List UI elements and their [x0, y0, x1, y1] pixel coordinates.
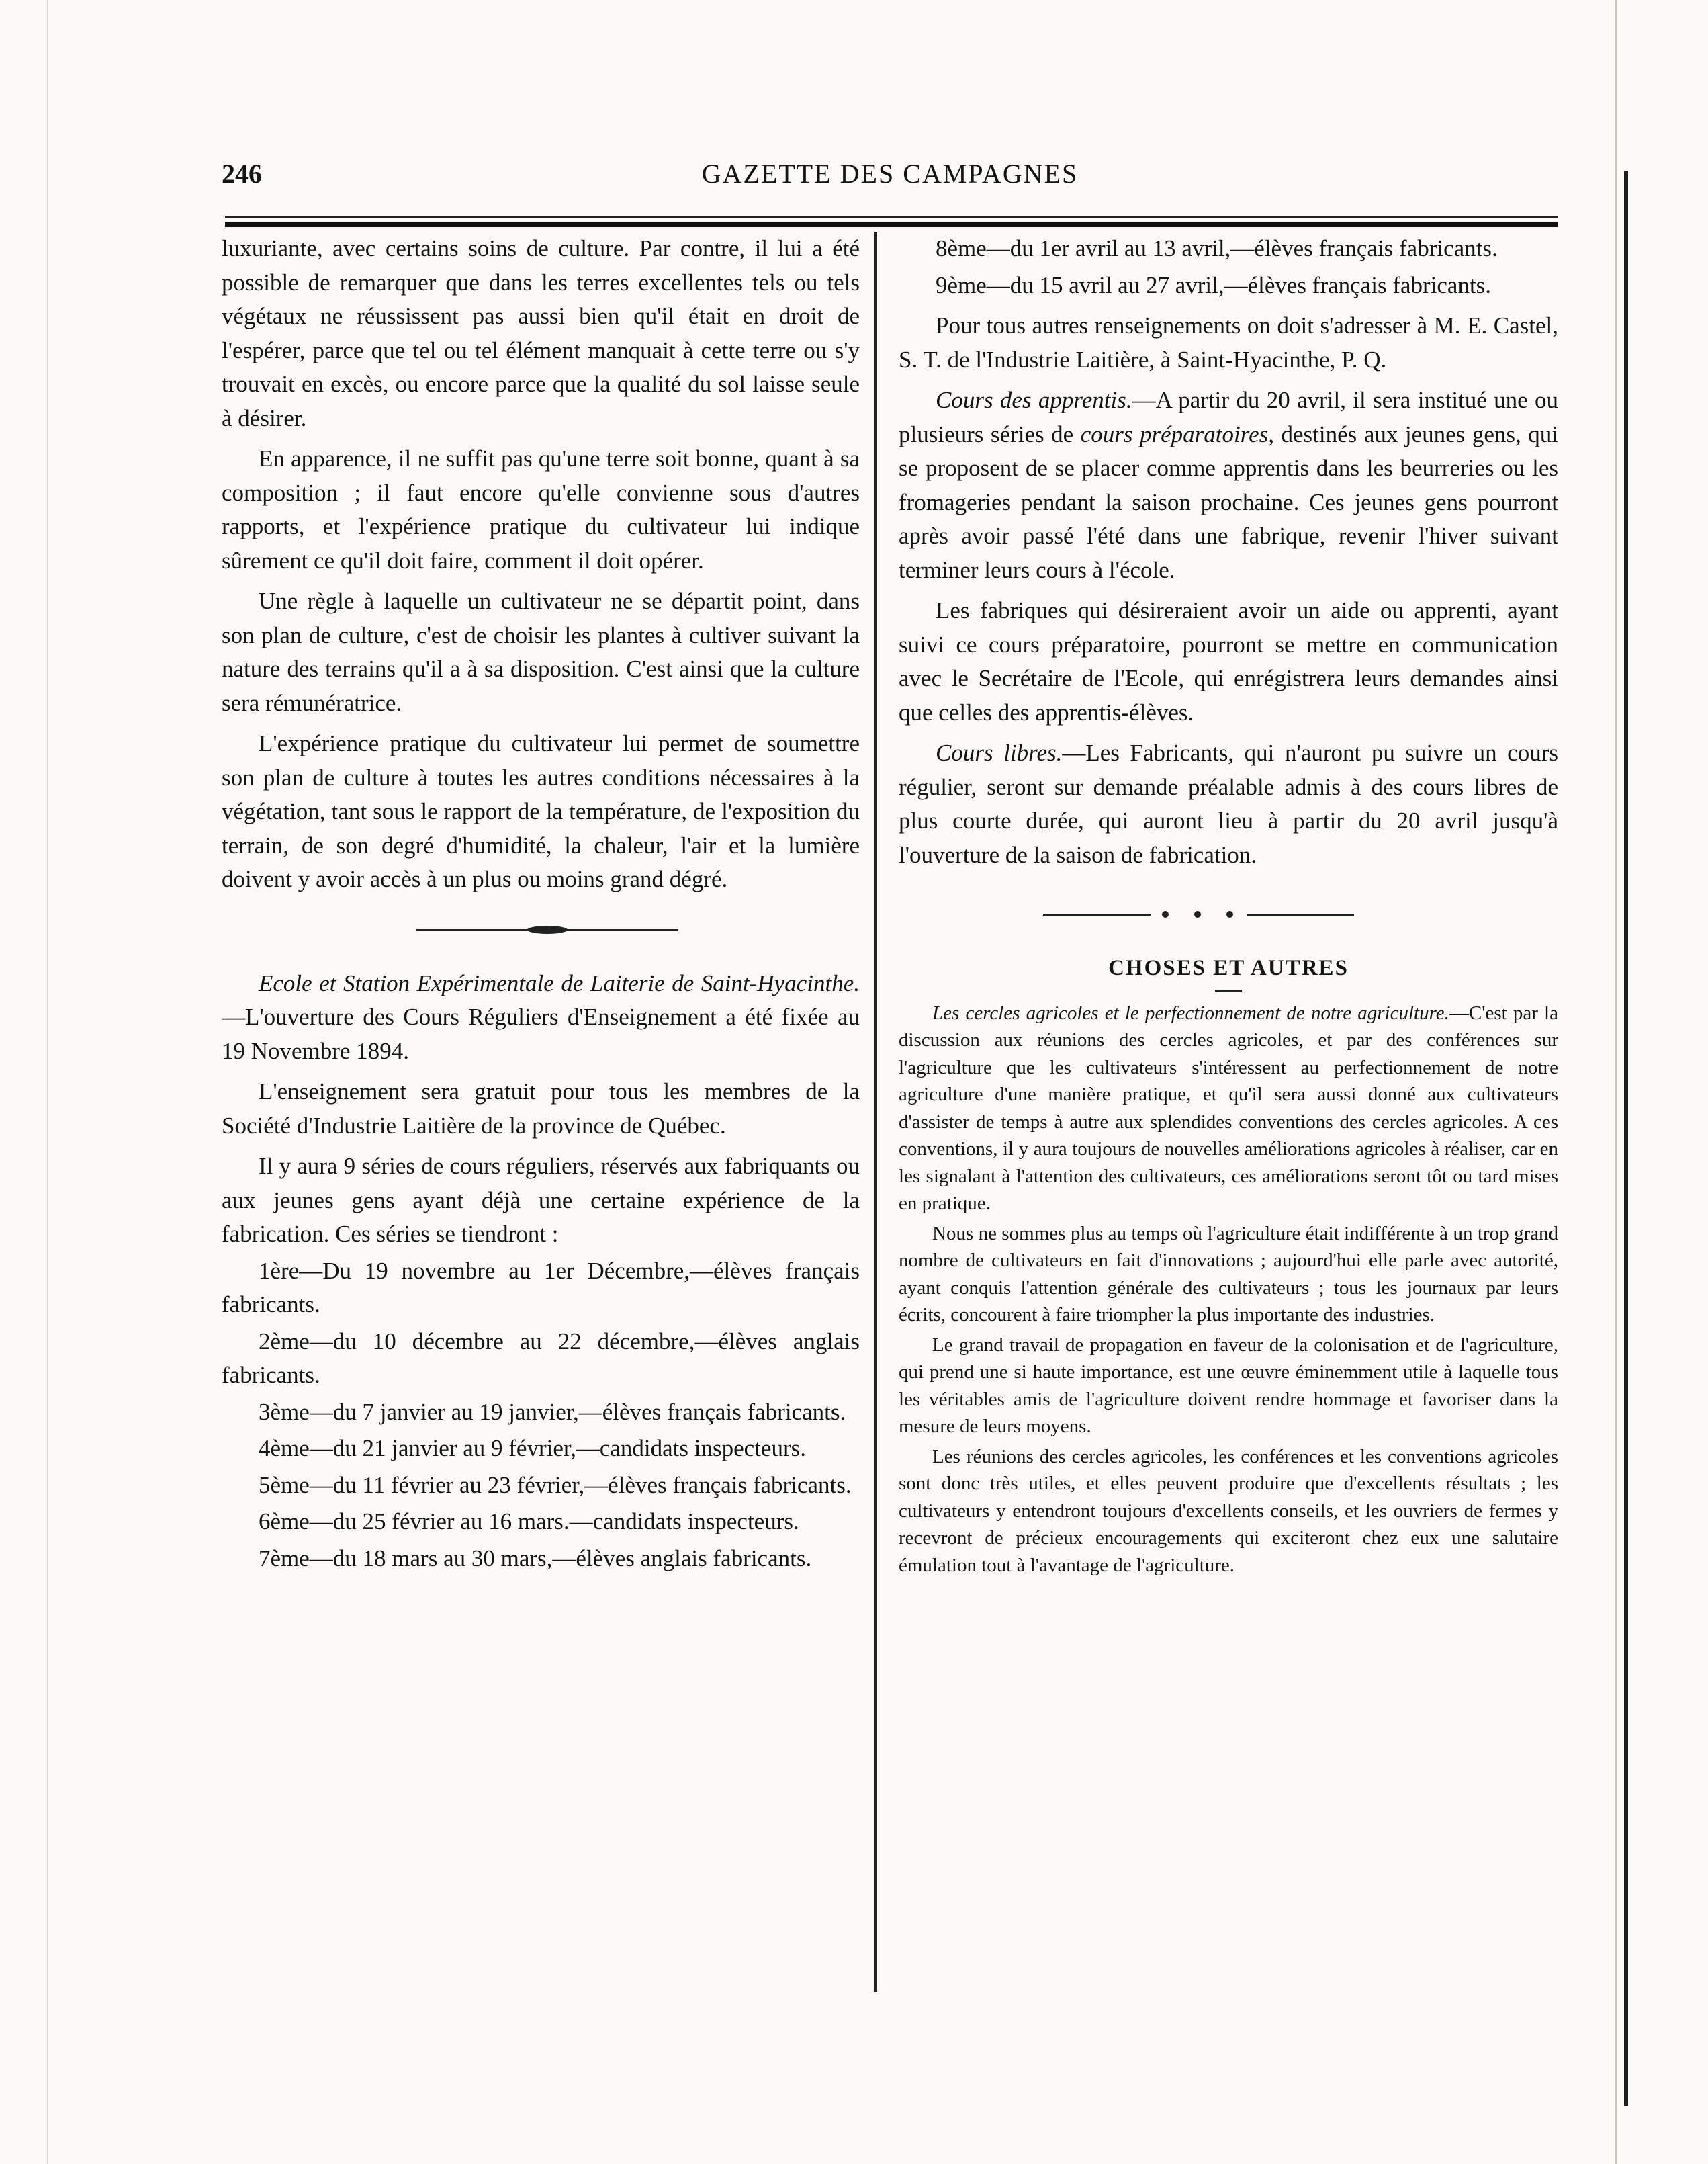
paragraph: L'expérience pratique du cultivateur lui permet de soumettre son plan de culture à toutes les autres conditions nécessaires à la végétation, tant sous le rapport de la température, de l'exposition du terrain, de son degré d'humidité, la chaleur, l'air et la lumière doivent y avoir accès à un plus ou moins grand dégré. — [222, 730, 860, 892]
libres-text: —Les Fabricants, qui n'auront pu suivre un cours régulier, seront sur demande préalable admis à des cours libres de plus courte durée, qui auront lieu à partir du 20 avril jusqu'à l'ouverture de la saison de fabrication. — [899, 740, 1558, 868]
paragraph: Une règle à laquelle un cultivateur ne se départit point, dans son plan de culture, c'est de choisir les plantes à cultiver suivant la nature des terrains qu'il a à sa disposition. C'est ainsi que la culture sera rémunératrice. — [222, 588, 860, 716]
cercles-text: —C'est par la discussion aux réunions des cercles agricoles, et par des conférences sur l'agriculture que les cultivateurs s'intéressent au perfectionnement de notre agriculture d'une manière pratique, et qu'il sera aussi donné aux cultivateurs d'assister de temps à autre aux splendides conventions des cercles agricoles. A ces conventions, il y aura toujours de nouvelles améliorations agricoles à réaliser, car en les signalant à l'attention des cultivateurs, ces améliorations seront tôt ou tard mises en pratique. — [899, 1002, 1558, 1214]
libres-title: Cours libres. — [936, 740, 1063, 766]
paragraph: Nous ne sommes plus au temps où l'agriculture était indifférente à un trop grand nombre de cultivateurs en fait d'innovations ; aujourd'hui elle parle avec autorité, ayant conquis l'attention générale des cultivateurs ; tous les journaux par leurs écrits, concourent à faire triompher la plus importante des industries. — [899, 1222, 1558, 1326]
column-divider — [874, 232, 877, 1992]
paragraph: Les réunions des cercles agricoles, les conférences et les conventions agricoles sont donc très utiles, et elles peuvent produire que d'excellents résultats ; les cultivateurs y entendront toujours d'excellents conseils, et les ouvriers de fermes y recevront de précieux encouragements qui exciteront chez eux une salutaire émulation tout à l'avantage de l'agriculture. — [899, 1445, 1558, 1576]
cercles-title: Les cercles agricoles et le perfectionnement de notre agriculture. — [932, 1002, 1449, 1024]
series-item: 8ème—du 1er avril au 13 avril,—élèves français fabricants. — [936, 235, 1498, 261]
page-edge-left — [47, 0, 48, 2164]
paragraph: Le grand travail de propagation en faveur de la colonisation et de l'agriculture, qui prend une si haute importance, est une œuvre éminemment utile à laquelle tous les véritables amis de l'agriculture doivent rendre hommage et favoriser dans la mesure de leurs moyens. — [899, 1334, 1558, 1437]
series-item: 2ème—du 10 décembre au 22 décembre,—élèves anglais fabricants. — [222, 1328, 860, 1388]
ecole-title: Ecole et Station Expérimentale de Laiterie de Saint-Hyacinthe. — [259, 969, 860, 996]
apprentis-paragraph — [899, 384, 1558, 587]
left-column — [222, 232, 860, 1575]
page-header — [222, 144, 1558, 191]
apprentis-title: Cours des apprentis. — [936, 387, 1132, 413]
libres-paragraph — [899, 736, 1558, 872]
header-rule-thick — [225, 222, 1558, 227]
section-separator — [899, 899, 1558, 931]
ecole-paragraph — [222, 967, 860, 1069]
title-underline — [1215, 990, 1242, 992]
page-number: 246 — [222, 159, 262, 189]
series-item: 7ème—du 18 mars au 30 mars,—élèves anglais fabricants. — [259, 1545, 812, 1571]
apprentis-text: —A partir du 20 avril, il sera institué une ou plusieurs séries de — [899, 387, 1559, 447]
paragraph: Pour tous autres renseignements on doit s'adresser à M. E. Castel, S. T. de l'Industrie Laitière, à Saint-Hyacinthe, P. Q. — [899, 312, 1558, 373]
paragraph: Les fabriques qui désireraient avoir un aide ou apprenti, ayant suivi ce cours préparatoire, pourront se mettre en communication avec le Secrétaire de l'Ecole, qui enrégistrera leurs demandes ainsi que celles des apprentis-élèves. — [899, 597, 1558, 726]
section-title: CHOSES ET AUTRES — [1108, 956, 1349, 980]
apprentis-italic: cours préparatoires, — [1080, 421, 1274, 447]
binding-rule — [1624, 171, 1628, 2106]
paragraph: L'enseignement sera gratuit pour tous les membres de la Société d'Industrie Laitière de la province de Québec. — [222, 1078, 860, 1139]
header-rule-thin — [225, 216, 1558, 218]
ecole-text: —L'ouverture des Cours Réguliers d'Enseignement a été fixée au 19 Novembre 1894. — [222, 1004, 860, 1064]
section-separator — [222, 914, 860, 947]
journal-title: GAZETTE DES CAMPAGNES — [701, 159, 1079, 189]
paragraph: Il y aura 9 séries de cours réguliers, réservés aux fabriquants ou aux jeunes gens ayant déjà une certaine expérience de la fabrication. Ces séries se tiendront : — [222, 1153, 860, 1247]
right-column — [899, 232, 1558, 1579]
series-item: 3ème—du 7 janvier au 19 janvier,—élèves français fabricants. — [259, 1398, 846, 1425]
series-item: 9ème—du 15 avril au 27 avril,—élèves français fabricants. — [936, 271, 1492, 298]
choses-et-autres-text — [899, 1000, 1558, 1579]
paragraph: luxuriante, avec certains soins de culture. Par contre, il lui a été possible de remarquer que dans les terres excellentes tels ou tels végétaux ne réussissent pas aussi bien qu'il était en droit de l'espérer, parce que tel ou tel élément manquait à cette terre ou s'y trouvait en excès, ou encore parce que la qualité du sol laisse seule à désirer. — [222, 235, 860, 431]
page-edge-right — [1615, 0, 1617, 2164]
series-item: 1ère—Du 19 novembre au 1er Décembre,—élèves français fabricants. — [222, 1257, 860, 1317]
series-item: 4ème—du 21 janvier au 9 février,—candidats inspecteurs. — [259, 1435, 806, 1461]
apprentis-text-continued: destinés aux jeunes gens, qui se proposent de se placer comme apprentis dans les beurreries ou les fromageries pendant la saison prochaine. Ces jeunes gens pourront après avoir passé l'été dans une fabrique, revenir l'hiver suivant terminer leurs cours à l'école. — [899, 421, 1558, 583]
cercles-paragraph — [899, 1000, 1558, 1217]
series-item: 5ème—du 11 février au 23 février,—élèves français fabricants. — [259, 1471, 852, 1498]
paragraph: En apparence, il ne suffit pas qu'une terre soit bonne, quant à sa composition ; il faut encore qu'elle convienne sous d'autres rapports, et l'expérience pratique du cultivateur lui indique sûrement ce qu'il doit faire, comment il doit opérer. — [222, 445, 860, 574]
series-item: 6ème—du 25 février au 16 mars.—candidats inspecteurs. — [259, 1508, 799, 1534]
